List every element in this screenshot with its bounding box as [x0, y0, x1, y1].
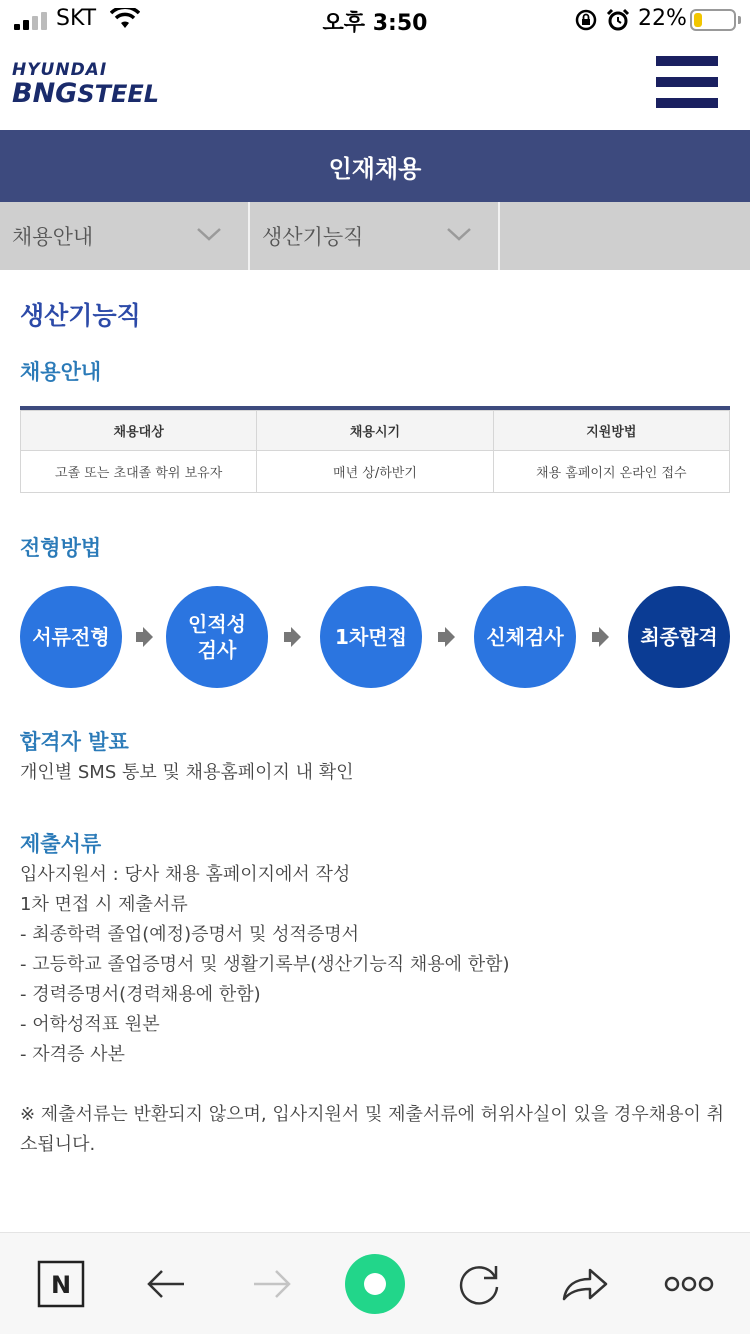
more-icon[interactable]	[662, 1257, 716, 1311]
table-cell: 고졸 또는 초대졸 학위 보유자	[21, 451, 257, 493]
battery-percent: 22%	[638, 6, 687, 31]
site-header	[0, 40, 750, 130]
step-document-screening: 서류전형	[20, 586, 122, 688]
alarm-icon	[606, 8, 630, 32]
list-item: - 자격증 사본	[20, 1044, 125, 1065]
notice-text	[20, 1100, 724, 1160]
share-icon[interactable]	[558, 1257, 612, 1311]
table-header: 지원방법	[493, 411, 729, 451]
status-time: 오후 3:50	[322, 11, 428, 36]
notice-line: 소됩니다.	[20, 1134, 96, 1155]
table-header: 채용대상	[21, 411, 257, 451]
list-item: - 고등학교 졸업증명서 및 생활기록부(생산기능직 채용에 한함)	[20, 954, 510, 975]
table-cell: 매년 상/하반기	[257, 451, 493, 493]
table-cell: 채용 홈페이지 온라인 접수	[493, 451, 729, 493]
logo-steel-text: STEEL	[77, 80, 160, 108]
step-aptitude-test: 인적성 검사	[166, 586, 268, 688]
table-header: 채용시기	[257, 411, 493, 451]
naver-n-icon[interactable]	[34, 1257, 88, 1311]
step-first-interview: 1차면접	[320, 586, 422, 688]
sub-nav-empty-cell	[500, 202, 750, 270]
notice-line: ※ 제출서류는 반환되지 않으며, 입사지원서 및 제출서류에 허위사실이 있을 경우채용이 취	[20, 1104, 724, 1125]
step-final-pass: 최종합격	[628, 586, 730, 688]
selection-process-steps	[20, 586, 730, 688]
step-medical-check: 신체검사	[474, 586, 576, 688]
back-arrow-icon[interactable]	[140, 1257, 194, 1311]
sub-navigation	[0, 202, 750, 270]
section-title-documents: 제출서류	[20, 832, 102, 856]
list-item: - 경력증명서(경력채용에 한함)	[20, 984, 261, 1005]
sub-nav-label: 채용안내	[12, 225, 94, 249]
documents-list	[20, 860, 510, 1070]
browser-toolbar	[0, 1232, 750, 1334]
sub-nav-recruit-guide-dropdown[interactable]	[0, 202, 250, 270]
sub-nav-production-dropdown[interactable]	[250, 202, 500, 270]
forward-arrow-icon[interactable]	[244, 1257, 298, 1311]
list-item: - 최종학력 졸업(예정)증명서 및 성적증명서	[20, 924, 360, 945]
page-banner	[0, 130, 750, 202]
table-row	[21, 451, 730, 493]
chevron-down-icon	[196, 224, 222, 244]
list-item: 1차 면접 시 제출서류	[20, 894, 188, 915]
arrow-right-icon	[436, 626, 456, 648]
recruit-info-table	[20, 406, 730, 493]
home-green-icon[interactable]	[344, 1253, 406, 1315]
naver-letter: N	[50, 1271, 72, 1299]
hamburger-menu-icon[interactable]	[656, 56, 718, 108]
carrier-label: SKT	[56, 6, 97, 31]
status-bar	[0, 0, 750, 40]
announcement-text: 개인별 SMS 통보 및 채용홈페이지 내 확인	[20, 762, 354, 783]
logo-bottom	[12, 78, 159, 109]
battery-tip	[738, 16, 741, 24]
section-title-announcement: 합격자 발표	[20, 730, 129, 754]
battery-icon	[690, 9, 736, 31]
banner-title: 인재채용	[328, 155, 422, 183]
refresh-icon[interactable]	[452, 1257, 506, 1311]
company-logo[interactable]	[12, 60, 159, 109]
section-title-recruit: 채용안내	[20, 360, 102, 384]
table-header-row	[21, 411, 730, 451]
list-item: - 어학성적표 원본	[20, 1014, 160, 1035]
chevron-down-icon	[446, 224, 472, 244]
arrow-right-icon	[590, 626, 610, 648]
logo-bng-text: BNG	[12, 78, 78, 109]
list-item: 입사지원서 : 당사 채용 홈페이지에서 작성	[20, 864, 351, 885]
battery-level	[694, 13, 702, 27]
section-title-process: 전형방법	[20, 536, 102, 560]
logo-hyundai-text: HYUNDAI	[12, 60, 108, 80]
arrow-right-icon	[134, 626, 154, 648]
page-heading: 생산기능직	[20, 301, 141, 330]
arrow-right-icon	[282, 626, 302, 648]
sub-nav-label: 생산기능직	[262, 225, 364, 249]
rotation-lock-icon	[575, 9, 597, 31]
